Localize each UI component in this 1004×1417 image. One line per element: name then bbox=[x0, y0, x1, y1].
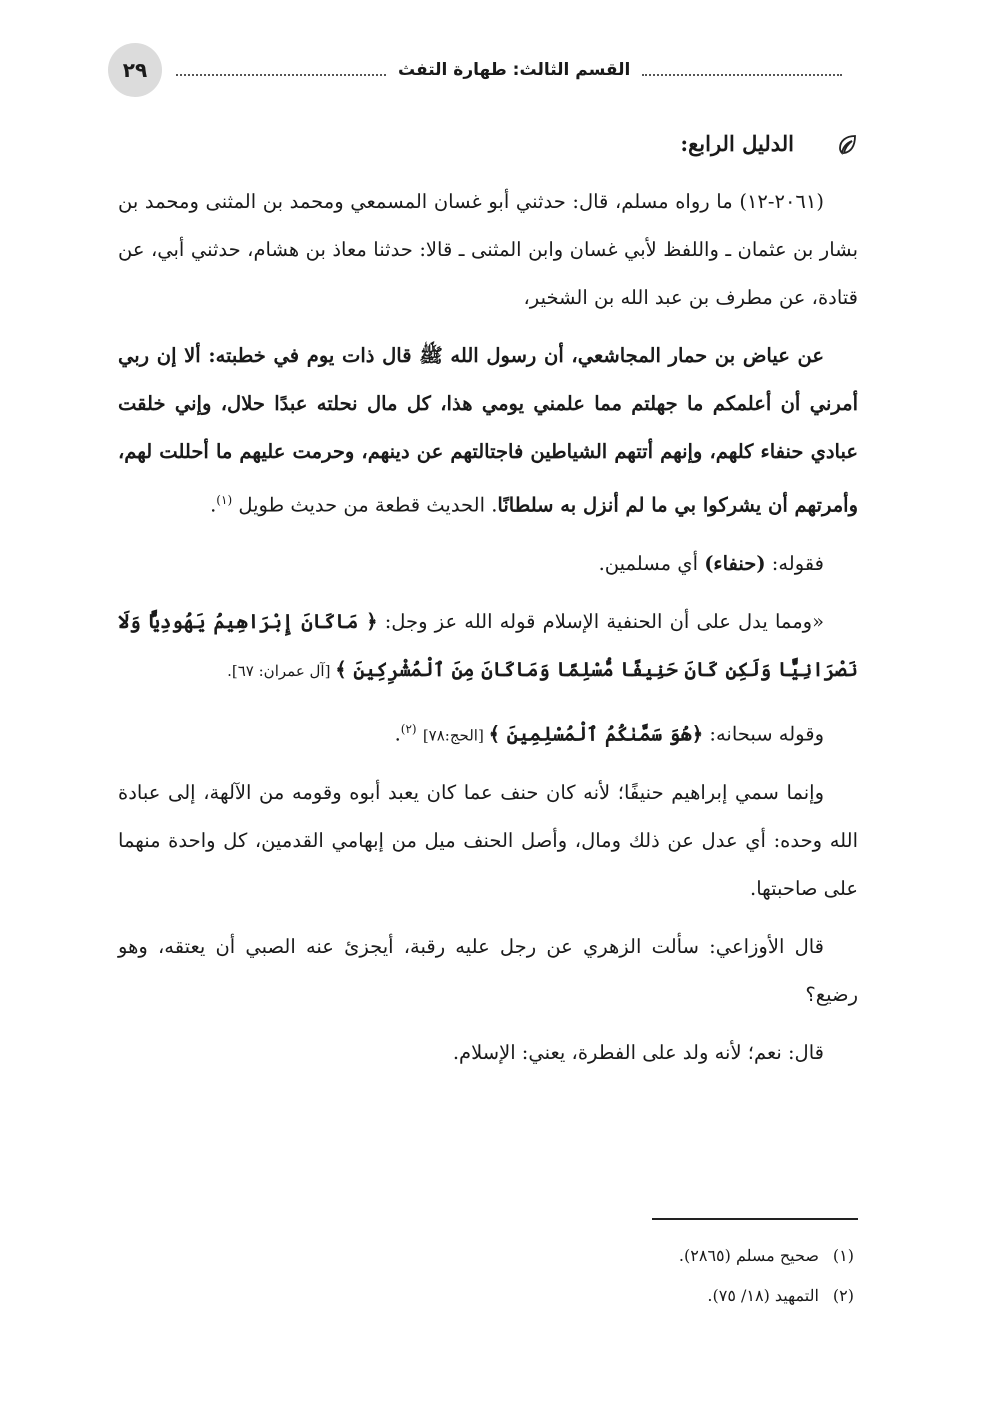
footnote-number: (١) bbox=[832, 1246, 854, 1265]
header-dotted-leader-left bbox=[176, 74, 386, 76]
footnotes-section bbox=[118, 1218, 858, 1316]
leaf-ornament-icon bbox=[836, 133, 858, 155]
zuhri-answer-paragraph bbox=[118, 1029, 858, 1077]
verse-citation-1: [آل عمران: ٦٧]. bbox=[227, 661, 336, 680]
second-verse-paragraph bbox=[118, 705, 858, 760]
running-title: القسم الثالث: طهارة التفث bbox=[398, 60, 631, 80]
second-verse-intro: وقوله سبحانه: bbox=[703, 722, 824, 745]
header-dotted-leader-right bbox=[642, 74, 842, 76]
explanation-suffix: أي مسلمين. bbox=[598, 551, 705, 575]
footnote-text: صحيح مسلم (٢٨٦٥). bbox=[678, 1246, 819, 1265]
awzai-question-paragraph bbox=[118, 923, 858, 1019]
footnote-list bbox=[118, 1218, 858, 1316]
hadith-isnad-paragraph bbox=[118, 178, 858, 322]
isnad-text: (٢٠٦١-١٢) ما رواه مسلم، قال: حدثني أبو غسان المسمعي ومحمد بن المثنى ومحمد بن بشار بن عثمان ـ واللفظ لأبي غسان وابن المثنى ـ قالا: حدثنا معاذ بن هشام، حدثني أبي، عن قتادة، عن مطرف بن عبد الله بن الشخير، bbox=[118, 190, 858, 309]
footnote-item bbox=[118, 1236, 858, 1276]
hanif-explanation-paragraph bbox=[118, 769, 858, 913]
hadith-text-plain: . الحديث قطعة من حديث طويل bbox=[238, 493, 498, 517]
evidence-intro: «ومما يدل على أن الحنفية الإسلام قوله الله عز وجل: bbox=[377, 609, 825, 633]
verse-citation-2: [الحج:٧٨] bbox=[422, 726, 489, 744]
footnote-number: (٢) bbox=[832, 1286, 854, 1305]
quran-evidence-paragraph bbox=[118, 598, 858, 695]
quran-verse-1: ﴿ مَاكَانَ إِبْرَاهِيمُ يَهُودِيًّا وَلَا نَصْرَانِيًّا وَلَكِن كَانَ حَنِيفًا مُّسْلِمًا وَمَاكَانَ مِنَ ٱلْمُشْرِكِينَ ﴾ bbox=[118, 609, 858, 681]
footnote-ref-2[interactable]: (٢) bbox=[400, 721, 417, 736]
explained-word: (حنفاء) bbox=[704, 551, 766, 575]
awzai-question-text: قال الأوزاعي: سألت الزهري عن رجل عليه رقبة، أيجزئ عنه الصبي أن يعتقه، وهو رضيع؟ bbox=[118, 935, 858, 1006]
footnote-text: التمهيد (١٨/ ٧٥). bbox=[707, 1286, 819, 1305]
hanif-explanation-text: وإنما سمي إبراهيم حنيفًا؛ لأنه كان حنف عما كان يعبد أبوه وقومه من الآلهة، إلى عبادة الله وحده: أي عدل عن ذلك ومال، وأصل الحنف ميل من إبهامي القدمين، كل واحدة منهما على صاحبتها. bbox=[118, 781, 858, 900]
section-heading-text: الدليل الرابع: bbox=[680, 131, 794, 156]
hadith-text-bold: عن عياض بن حمار المجاشعي، أن رسول الله ﷺ قال ذات يوم في خطبته: ألا إن ربي أمرني أن أعلمكم ما جهلتم مما علمني يومي هذا، كل مال نحلته عبدًا حلال، وإني خلقت عبادي حنفاء كلهم، وإنهم أتتهم الشياطين فاجتالتهم عن دينهم، وحرمت عليهم ما أحللت لهم، وأمرتهم أن يشركوا بي ما لم أنزل به سلطانًا bbox=[118, 344, 858, 517]
explanation-prefix: فقوله: bbox=[765, 551, 824, 575]
page-header bbox=[108, 42, 848, 98]
footnote-divider bbox=[652, 1218, 858, 1220]
footnote-item bbox=[118, 1276, 858, 1316]
hadith-text-end: . bbox=[210, 493, 217, 517]
quran-verse-2: ﴿هُوَ سَمَّىٰكُمُ ٱلْمُسْلِمِينَ ﴾ bbox=[488, 722, 704, 745]
footnote-ref-1[interactable]: (١) bbox=[216, 493, 233, 507]
page-body bbox=[118, 120, 858, 1087]
page-number-badge: ٢٩ bbox=[108, 43, 162, 97]
zuhri-answer-text: قال: نعم؛ لأنه ولد على الفطرة، يعني: الإسلام. bbox=[452, 1041, 824, 1064]
second-verse-end: . bbox=[394, 722, 401, 745]
hadith-matn-paragraph bbox=[118, 332, 858, 530]
section-heading bbox=[118, 120, 858, 168]
explanation-paragraph bbox=[118, 540, 858, 588]
